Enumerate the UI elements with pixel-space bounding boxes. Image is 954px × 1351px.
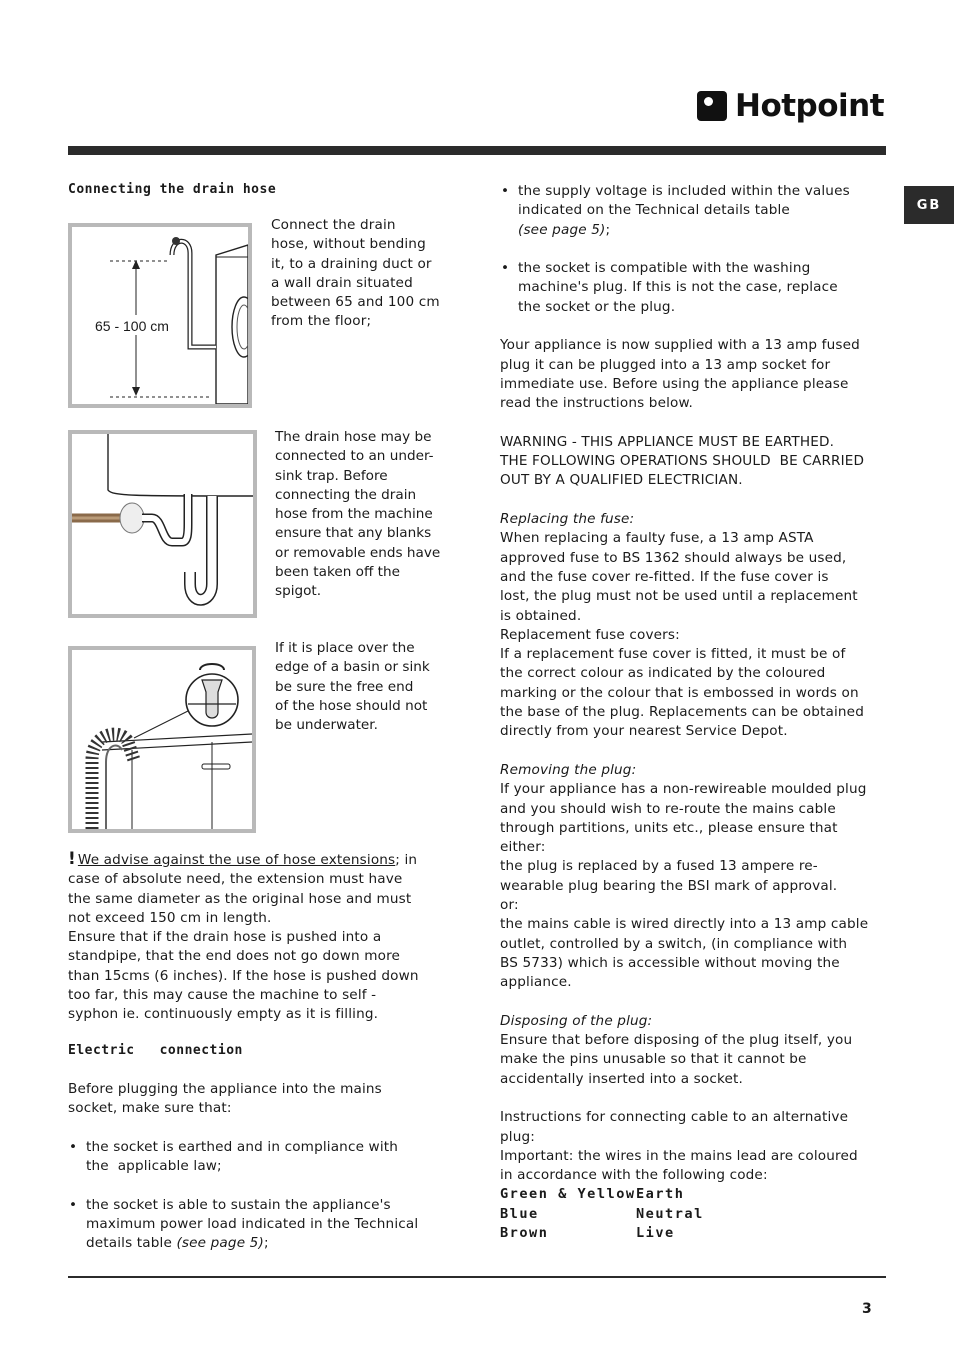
earth-warning: WARNING - THIS APPLIANCE MUST BE EARTHED. THE FOLLOWING OPERATIONS SHOULD BE CARRIED OUT BY A QUALIFIED ELECTRICIAN. (500, 433, 865, 489)
removing-title: Removing the plug: (500, 761, 637, 778)
replacing-title: Replacing the fuse: (500, 511, 635, 528)
height-label: 65 - 100 cm (95, 318, 169, 334)
sink-trap-figure (68, 430, 257, 618)
supplied-paragraph: Your appliance is now supplied with a 13 amp fused plug it can be plugged into a 13 amp socket for immediate use. Before using the appliance please read the instructions below. (500, 337, 860, 412)
electric-heading: Electric connection (68, 1043, 243, 1058)
wall-drain-figure (68, 223, 252, 408)
wire-row-live: Brown Live (500, 1225, 675, 1242)
hotpoint-logo-icon (697, 91, 727, 121)
wire-row-neutral: Blue Neutral (500, 1205, 704, 1222)
drain-heading: Connecting the drain hose (68, 182, 277, 197)
bullet-socket-compatible: • the socket is compatible with the washing machine's plug. If this is not the case, replace the socket or the plug. (500, 259, 890, 317)
electric-intro: Before plugging the appliance into the mains socket, make sure that: • the socket is earthed and in compliance with the applicable law; • the socket is able to sustain the appliance's maximum power load indicated in the Technical details table (see page 5); (68, 1080, 468, 1254)
disposing-title: Disposing of the plug: (500, 1012, 653, 1029)
drain-para-3: If it is place over the edge of a basin or sink be sure the free end of the hose should not be underwater. (275, 640, 430, 734)
top-rule (68, 146, 886, 155)
brand-logo (697, 86, 884, 126)
bottom-rule (68, 1276, 886, 1278)
language-tab: GB (904, 186, 954, 224)
removing-paragraph: If your appliance has a non-rewireable moulded plug and you should wish to re-route the mains cable through partitions, units etc., please ensure that either: the plug is replaced by a fused 13 ampere re- wearable plug bearing the BSI mark of approval. or: the mains cable is wired directly into a 13 amp cable outlet, controlled by a switch, (in compliance with BS 5733) which is accessible without moving the appliance. (500, 781, 869, 991)
drain-para-2: The drain hose may be connected to an under- sink trap. Before connecting the drain hose from the machine ensure that any blanks or removable ends have been taken off the spigot. (275, 429, 441, 600)
instructions-paragraph: Instructions for connecting cable to an alternative plug: Important: the wires in the mains lead are coloured in accordance with the following code: (500, 1109, 858, 1184)
warning-underlined: We advise against the use of hose extensions (77, 852, 396, 868)
bullet-earthed: • the socket is earthed and in compliance with the applicable law; (68, 1138, 468, 1177)
page-number: 3 (862, 1301, 872, 1317)
bullet-supply-voltage: • the supply voltage is included within the values indicated on the Technical details table (see page 5); (500, 182, 890, 240)
wall-drain-illustration (72, 227, 248, 404)
wire-row-earth: Green & Yellow Earth (500, 1186, 685, 1203)
wire-colour-table (500, 1185, 890, 1243)
warning-mark: ! (68, 849, 76, 869)
bullet-power-load: • the socket is able to sustain the appliance's maximum power load indicated in the Technical details table (see page 5); (68, 1196, 468, 1254)
drain-para-1: Connect the drain hose, without bending it, to a draining duct or a wall drain situated between 65 and 100 cm from the floor; (271, 217, 440, 330)
disposing-paragraph: Ensure that before disposing of the plug itself, you make the pins unusable so that it cannot be accidentally inserted into a socket. (500, 1032, 853, 1087)
sink-trap-illustration (72, 434, 253, 614)
basin-illustration (72, 650, 252, 829)
replacing-paragraph: When replacing a faulty fuse, a 13 amp ASTA approved fuse to BS 1362 should always be used, and the fuse cover re-fitted. If the fuse cover is lost, the plug must not be used until a replacement is obtained. Replacement fuse covers: If a replacement fuse cover is fitted, it must be of the correct colour as indicated by the coloured marking or the colour that is embossed in words on the base of the plug. Replacements can be obtained directly from your nearest Service Depot. (500, 530, 864, 740)
hose-extension-warning: ! We advise against the use of hose extensions; in case of absolute need, the extension must have the same diameter as the original hose and must not exceed 150 cm in length. Ensure that if the drain hose is pushed into a standpipe, that the end does not go down more than 15cms (6 inches). If the hose is pushed down too far, this may cause the machine to self - syphon ie. continuously empty as it is filling. (68, 849, 419, 1023)
right-column (500, 182, 890, 1243)
brand-name: Hotpoint (735, 88, 885, 124)
basin-figure (68, 646, 256, 833)
